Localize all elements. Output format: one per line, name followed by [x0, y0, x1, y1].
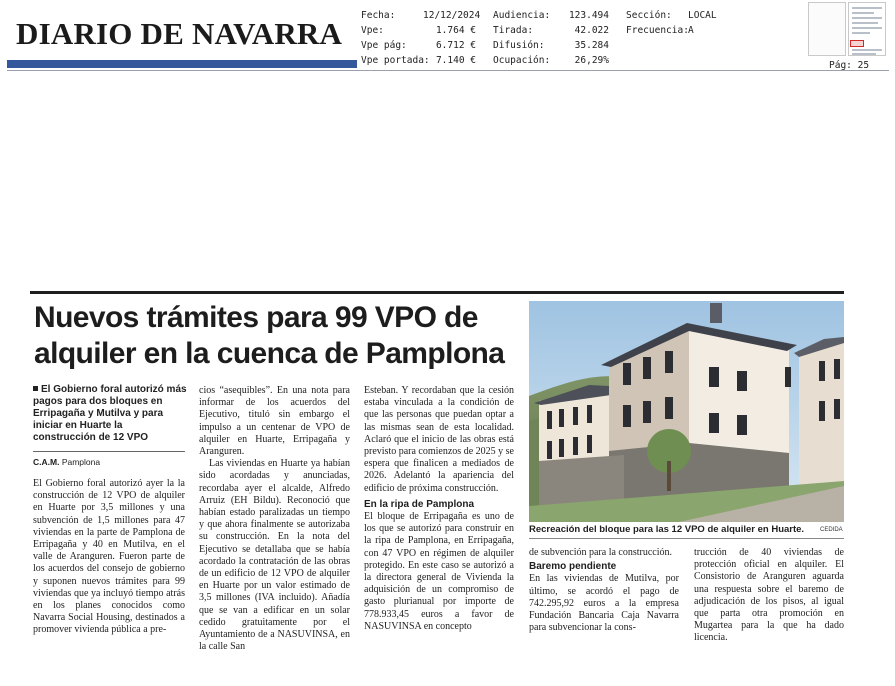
meta-key-fecha: Fecha:	[361, 10, 396, 21]
byline-place: Pamplona	[61, 457, 101, 467]
paragraph: de subvención para la construcción.	[529, 547, 673, 558]
article-headline: Nuevos trámites para 99 VPO de alquiler en la cuenca de Pamplona	[34, 301, 505, 370]
text-column-2	[199, 385, 350, 653]
meta-value-vpe-pag: 6.712 €	[435, 40, 476, 51]
meta-key-vpe-pag: Vpe pág:	[361, 40, 407, 51]
meta-value-fecha: 12/12/2024	[423, 10, 481, 21]
page-number: Pág: 25	[829, 60, 870, 71]
paragraph: trucción de 40 viviendas de protección oficial en alquiler. El Consistorio de Aranguren aguarda una respuesta sobre el baremo de adjudicación de los pisos, al igual que parta otra promoción en Mugartea para la que ha dado licencia.	[694, 547, 844, 644]
meta-key-tirada: Tirada:	[493, 25, 534, 36]
meta-value-difusion: 35.284	[574, 40, 609, 51]
meta-column-c	[626, 8, 748, 38]
text-column-5	[694, 547, 844, 645]
meta-row	[361, 23, 476, 38]
paragraph: Las viviendas en Huarte ya habían sido acordadas y anunciadas, recordaba ayer el alcalde, Alfredo Arruiz (EH Bildu). Reconoció que habían estado paralizadas un tiempo y que ahora finalmente se autorizaba su construcción. En la nota del Ejecutivo se detallaba que se había acordado la contratación de las obras de un edificio de 12 VPO de alquiler en Huarte por un valor estimado de 3,5 millones (IVA incluido). Añadía que se van a edificar en un solar cedido gratuitamente por el Ayuntamiento de a NASUVINSA, en la calle San	[199, 458, 350, 653]
paragraph: Esteban. Y recordaban que la cesión estaba vinculada a la condición de que las personas que puedan optar a las mismas sean de esta localidad. Aclaró que el inicio de las obras está previsto para comienzos de 2025 y se espera que finalicen a mediados de 2026. Adelantó la apariencia del edificio de próxima construcción.	[364, 385, 514, 494]
bullet-icon	[33, 386, 38, 391]
meta-value-vpe: 1.764 €	[435, 25, 476, 36]
masthead-bar	[7, 60, 357, 68]
thumbnail-left-page	[808, 2, 846, 56]
thumbnail-highlight-marker	[850, 40, 864, 47]
publication-masthead: DIARIO DE NAVARRA	[16, 16, 343, 51]
meta-value-frecuencia: A	[688, 25, 694, 36]
byline-rule	[33, 451, 185, 452]
subheading-ripa: En la ripa de Pamplona	[364, 498, 475, 510]
meta-row	[493, 38, 609, 53]
text-column-3	[364, 385, 514, 633]
meta-row	[361, 8, 481, 23]
meta-row	[493, 23, 609, 38]
meta-value-audiencia: 123.494	[568, 10, 609, 21]
article-top-rule	[30, 291, 844, 294]
article-byline	[33, 457, 100, 467]
byline-author: C.A.M.	[33, 457, 60, 467]
meta-row	[361, 53, 476, 68]
article-photo-rendering	[529, 301, 844, 522]
text-column-1	[33, 478, 185, 637]
meta-row	[626, 23, 748, 38]
meta-key-seccion: Sección:	[626, 10, 672, 21]
paragraph: El bloque de Erripagaña es uno de los que se autorizó para construir en la ripa de Pamplona, en Erripagaña, con 47 VPO en régimen de alquiler protegido. En este caso se autorizó a la directora general de Vivienda la adquisición de un compromiso de gasto plurianual por importe de 778.933,45 euros a favor de NASUVINSA en concepto	[364, 511, 514, 632]
meta-row	[493, 8, 609, 23]
meta-key-audiencia: Audiencia:	[493, 10, 551, 21]
meta-key-frecuencia: Frecuencia:	[626, 25, 689, 36]
paragraph: El Gobierno foral autorizó ayer la la construcción de 12 VPO de alquiler en Huarte por 3,5 millones y una subvención de 1,5 millones para 47 viviendas en la parte de Pamplona de Erripagaña y 40 en Mutilva, en el valle de Aranguren. Fueron parte de los acuerdos del consejo de gobierno y suponen nuevos trámites para 99 viviendas que ya incluyó tiempo atrás en los planes conocidos como Navarra Social Housing, destinados a promover vivienda pública a pre-	[33, 478, 185, 636]
meta-value-vpe-portada: 7.140 €	[435, 55, 476, 66]
thumbnail-right-page	[848, 2, 886, 56]
photo-credit: CEDIDA	[820, 527, 843, 533]
meta-key-ocupacion: Ocupación:	[493, 55, 551, 66]
photo-caption: Recreación del bloque para las 12 VPO de alquiler en Huarte.	[529, 524, 805, 535]
text-column-4	[529, 547, 679, 634]
subheading-baremo: Baremo pendiente	[529, 561, 617, 573]
meta-value-tirada: 42.022	[574, 25, 609, 36]
meta-key-vpe: Vpe:	[361, 25, 384, 36]
meta-key-vpe-portada: Vpe portada:	[361, 55, 430, 66]
lede-text: El Gobierno foral autorizó más pagos para dos bloques en Erripagaña y Mutilva y para iniciar en Huarte la construcción de 12 VPO	[33, 384, 187, 443]
meta-row	[493, 53, 609, 68]
paragraph: En las viviendas de Mutilva, por último, se acordó el pago de 742.295,92 euros a la empresa Fundación Bancaria Caja Navarra para subvencionar la cons-	[529, 573, 679, 634]
meta-value-seccion: LOCAL	[688, 10, 717, 21]
meta-key-difusion: Difusión:	[493, 40, 545, 51]
meta-value-ocupacion: 26,29%	[574, 55, 609, 66]
meta-row	[361, 38, 476, 53]
meta-column-b	[493, 8, 609, 68]
article-lede	[33, 384, 188, 444]
meta-column-a	[361, 8, 481, 68]
caption-rule	[529, 538, 844, 539]
paragraph: cios “asequibles”. En una nota para informar de los acuerdos del Ejecutivo, tituló sin embargo el impulso a un centenar de VPO de alquiler en Huarte, Erripagaña y Aranguren.	[199, 385, 350, 458]
header-divider	[7, 70, 889, 71]
page-thumbnail[interactable]	[808, 2, 888, 58]
building-rendering-image	[529, 301, 844, 522]
meta-row	[626, 8, 748, 23]
